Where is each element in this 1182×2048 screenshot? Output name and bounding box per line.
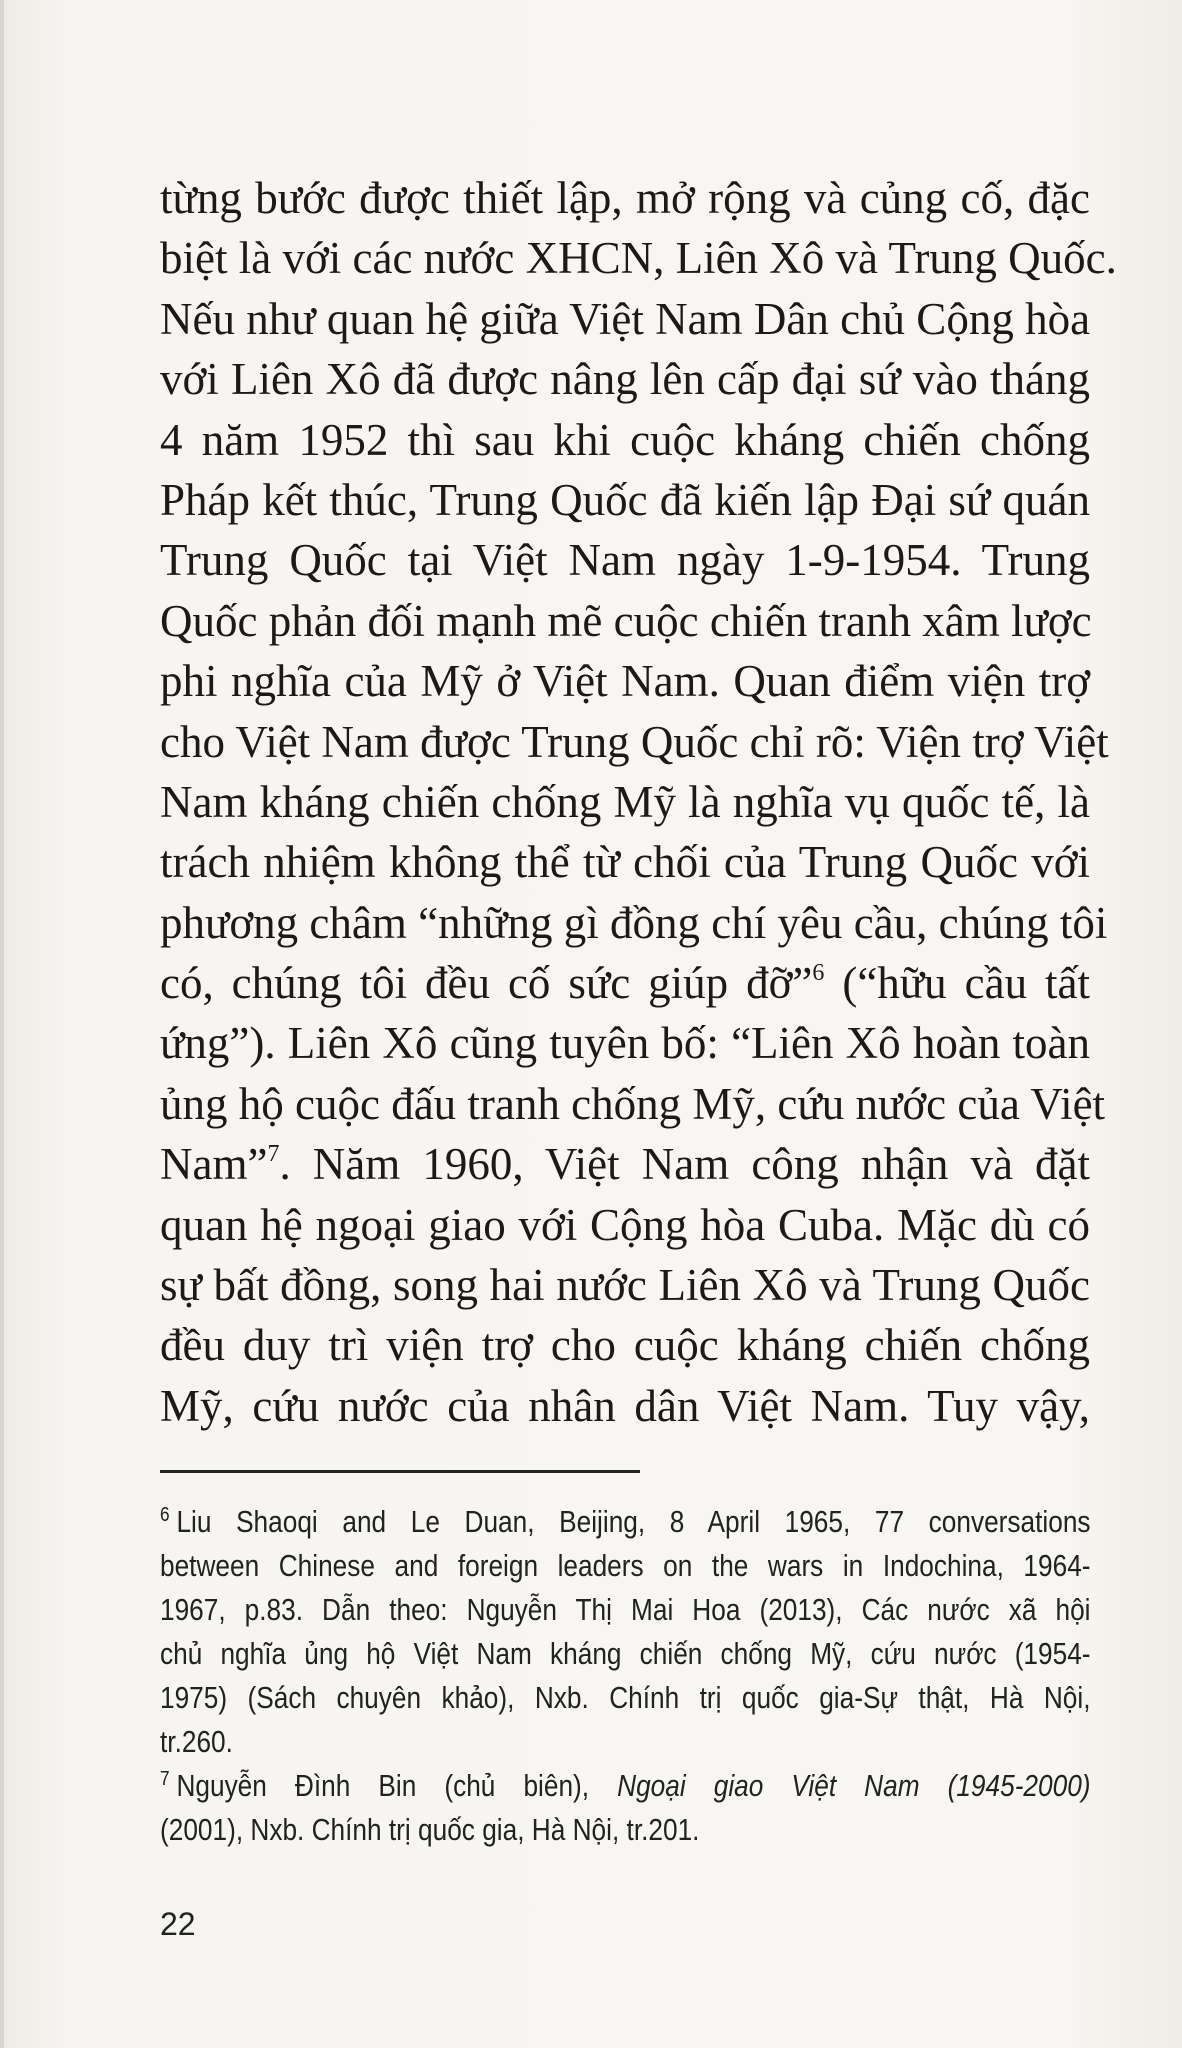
text-segment: có, chúng tôi đều cố sức giúp đỡ” bbox=[160, 958, 813, 1009]
text-line: quan hệ ngoại giao với Cộng hòa Cuba. Mặc dù có bbox=[160, 1199, 1090, 1250]
text-line: ủng hộ cuộc đấu tranh chống Mỹ, cứu nước của Việt bbox=[160, 1078, 1106, 1129]
footnote-7-line bbox=[160, 1764, 1091, 1808]
page-gutter-edge bbox=[0, 0, 4, 2048]
footnote-6-line: tr.260. bbox=[160, 1725, 233, 1759]
text-line: Quốc phản đối mạnh mẽ cuộc chiến tranh xâm lược bbox=[160, 595, 1092, 646]
footnotes bbox=[160, 1500, 1091, 1852]
footnote-6-line: 1975) (Sách chuyên khảo), Nxb. Chính trị quốc gia-Sự thật, Hà Nội, bbox=[160, 1681, 1091, 1715]
text-line-with-footnote-6 bbox=[160, 953, 1090, 1013]
text-line: ứng”). Liên Xô cũng tuyên bố: “Liên Xô hoàn toàn bbox=[160, 1018, 1090, 1069]
footnote-7-mark: 7 bbox=[160, 1767, 170, 1790]
text-line: sự bất đồng, song hai nước Liên Xô và Trung Quốc bbox=[160, 1260, 1090, 1311]
footnote-text: Liu Shaoqi and Le Duan, Beijing, 8 April 1965, 77 conversations bbox=[176, 1505, 1091, 1539]
footnote-6-line: between Chinese and foreign leaders on the wars in Indochina, 1964- bbox=[160, 1549, 1091, 1583]
footnote-text: Nguyễn Đình Bin (chủ biên), bbox=[176, 1769, 618, 1803]
text-line: Pháp kết thúc, Trung Quốc đã kiến lập Đại sứ quán bbox=[160, 474, 1090, 525]
text-line: Trung Quốc tại Việt Nam ngày 1-9-1954. Trung bbox=[160, 535, 1090, 586]
text-line-with-footnote-7 bbox=[160, 1134, 1090, 1194]
footnote-7-line: (2001), Nxb. Chính trị quốc gia, Hà Nội, tr.201. bbox=[160, 1813, 700, 1847]
footnote-ref-6[interactable]: 6 bbox=[812, 960, 825, 987]
text-line: cho Việt Nam được Trung Quốc chỉ rõ: Viện trợ Việt bbox=[160, 716, 1109, 767]
text-line: Nếu như quan hệ giữa Việt Nam Dân chủ Cộng hòa bbox=[160, 293, 1091, 344]
text-line: trách nhiệm không thể từ chối của Trung Quốc với bbox=[160, 837, 1090, 888]
footnote-6-mark: 6 bbox=[160, 1503, 170, 1526]
text-line: đều duy trì viện trợ cho cuộc kháng chiến chống bbox=[160, 1320, 1090, 1371]
text-segment: Nam” bbox=[160, 1139, 268, 1190]
footnote-6-line: 1967, p.83. Dẫn theo: Nguyễn Thị Mai Hoa (2013), Các nước xã hội bbox=[160, 1593, 1091, 1627]
footnote-ref-7[interactable]: 7 bbox=[267, 1141, 280, 1168]
page-number: 22 bbox=[160, 1906, 196, 1942]
text-line: biệt là với các nước XHCN, Liên Xô và Trung Quốc. bbox=[160, 233, 1117, 284]
footnote-6-line: chủ nghĩa ủng hộ Việt Nam kháng chiến chống Mỹ, cứu nước (1954- bbox=[160, 1637, 1091, 1671]
text-line: với Liên Xô đã được nâng lên cấp đại sứ vào tháng bbox=[160, 354, 1090, 405]
text-line: Mỹ, cứu nước của nhân dân Việt Nam. Tuy vậy, bbox=[160, 1380, 1090, 1431]
text-line: từng bước được thiết lập, mở rộng và củng cố, đặc bbox=[160, 173, 1090, 223]
text-line: phi nghĩa của Mỹ ở Việt Nam. Quan điểm viện trợ bbox=[160, 656, 1090, 707]
text-segment: (“hữu cầu tất bbox=[824, 958, 1090, 1009]
text-line: 4 năm 1952 thì sau khi cuộc kháng chiến chống bbox=[160, 414, 1090, 465]
footnote-6-line bbox=[160, 1500, 1091, 1544]
footnote-book-title: Ngoại giao Việt Nam (1945-2000) bbox=[617, 1769, 1091, 1803]
text-line: Nam kháng chiến chống Mỹ là nghĩa vụ quốc tế, là bbox=[160, 776, 1090, 827]
footnote-divider bbox=[160, 1470, 640, 1473]
main-text bbox=[160, 168, 1117, 1436]
text-line: phương châm “những gì đồng chí yêu cầu, chúng tôi bbox=[160, 897, 1108, 948]
text-segment: . Năm 1960, Việt Nam công nhận và đặt bbox=[279, 1139, 1090, 1190]
